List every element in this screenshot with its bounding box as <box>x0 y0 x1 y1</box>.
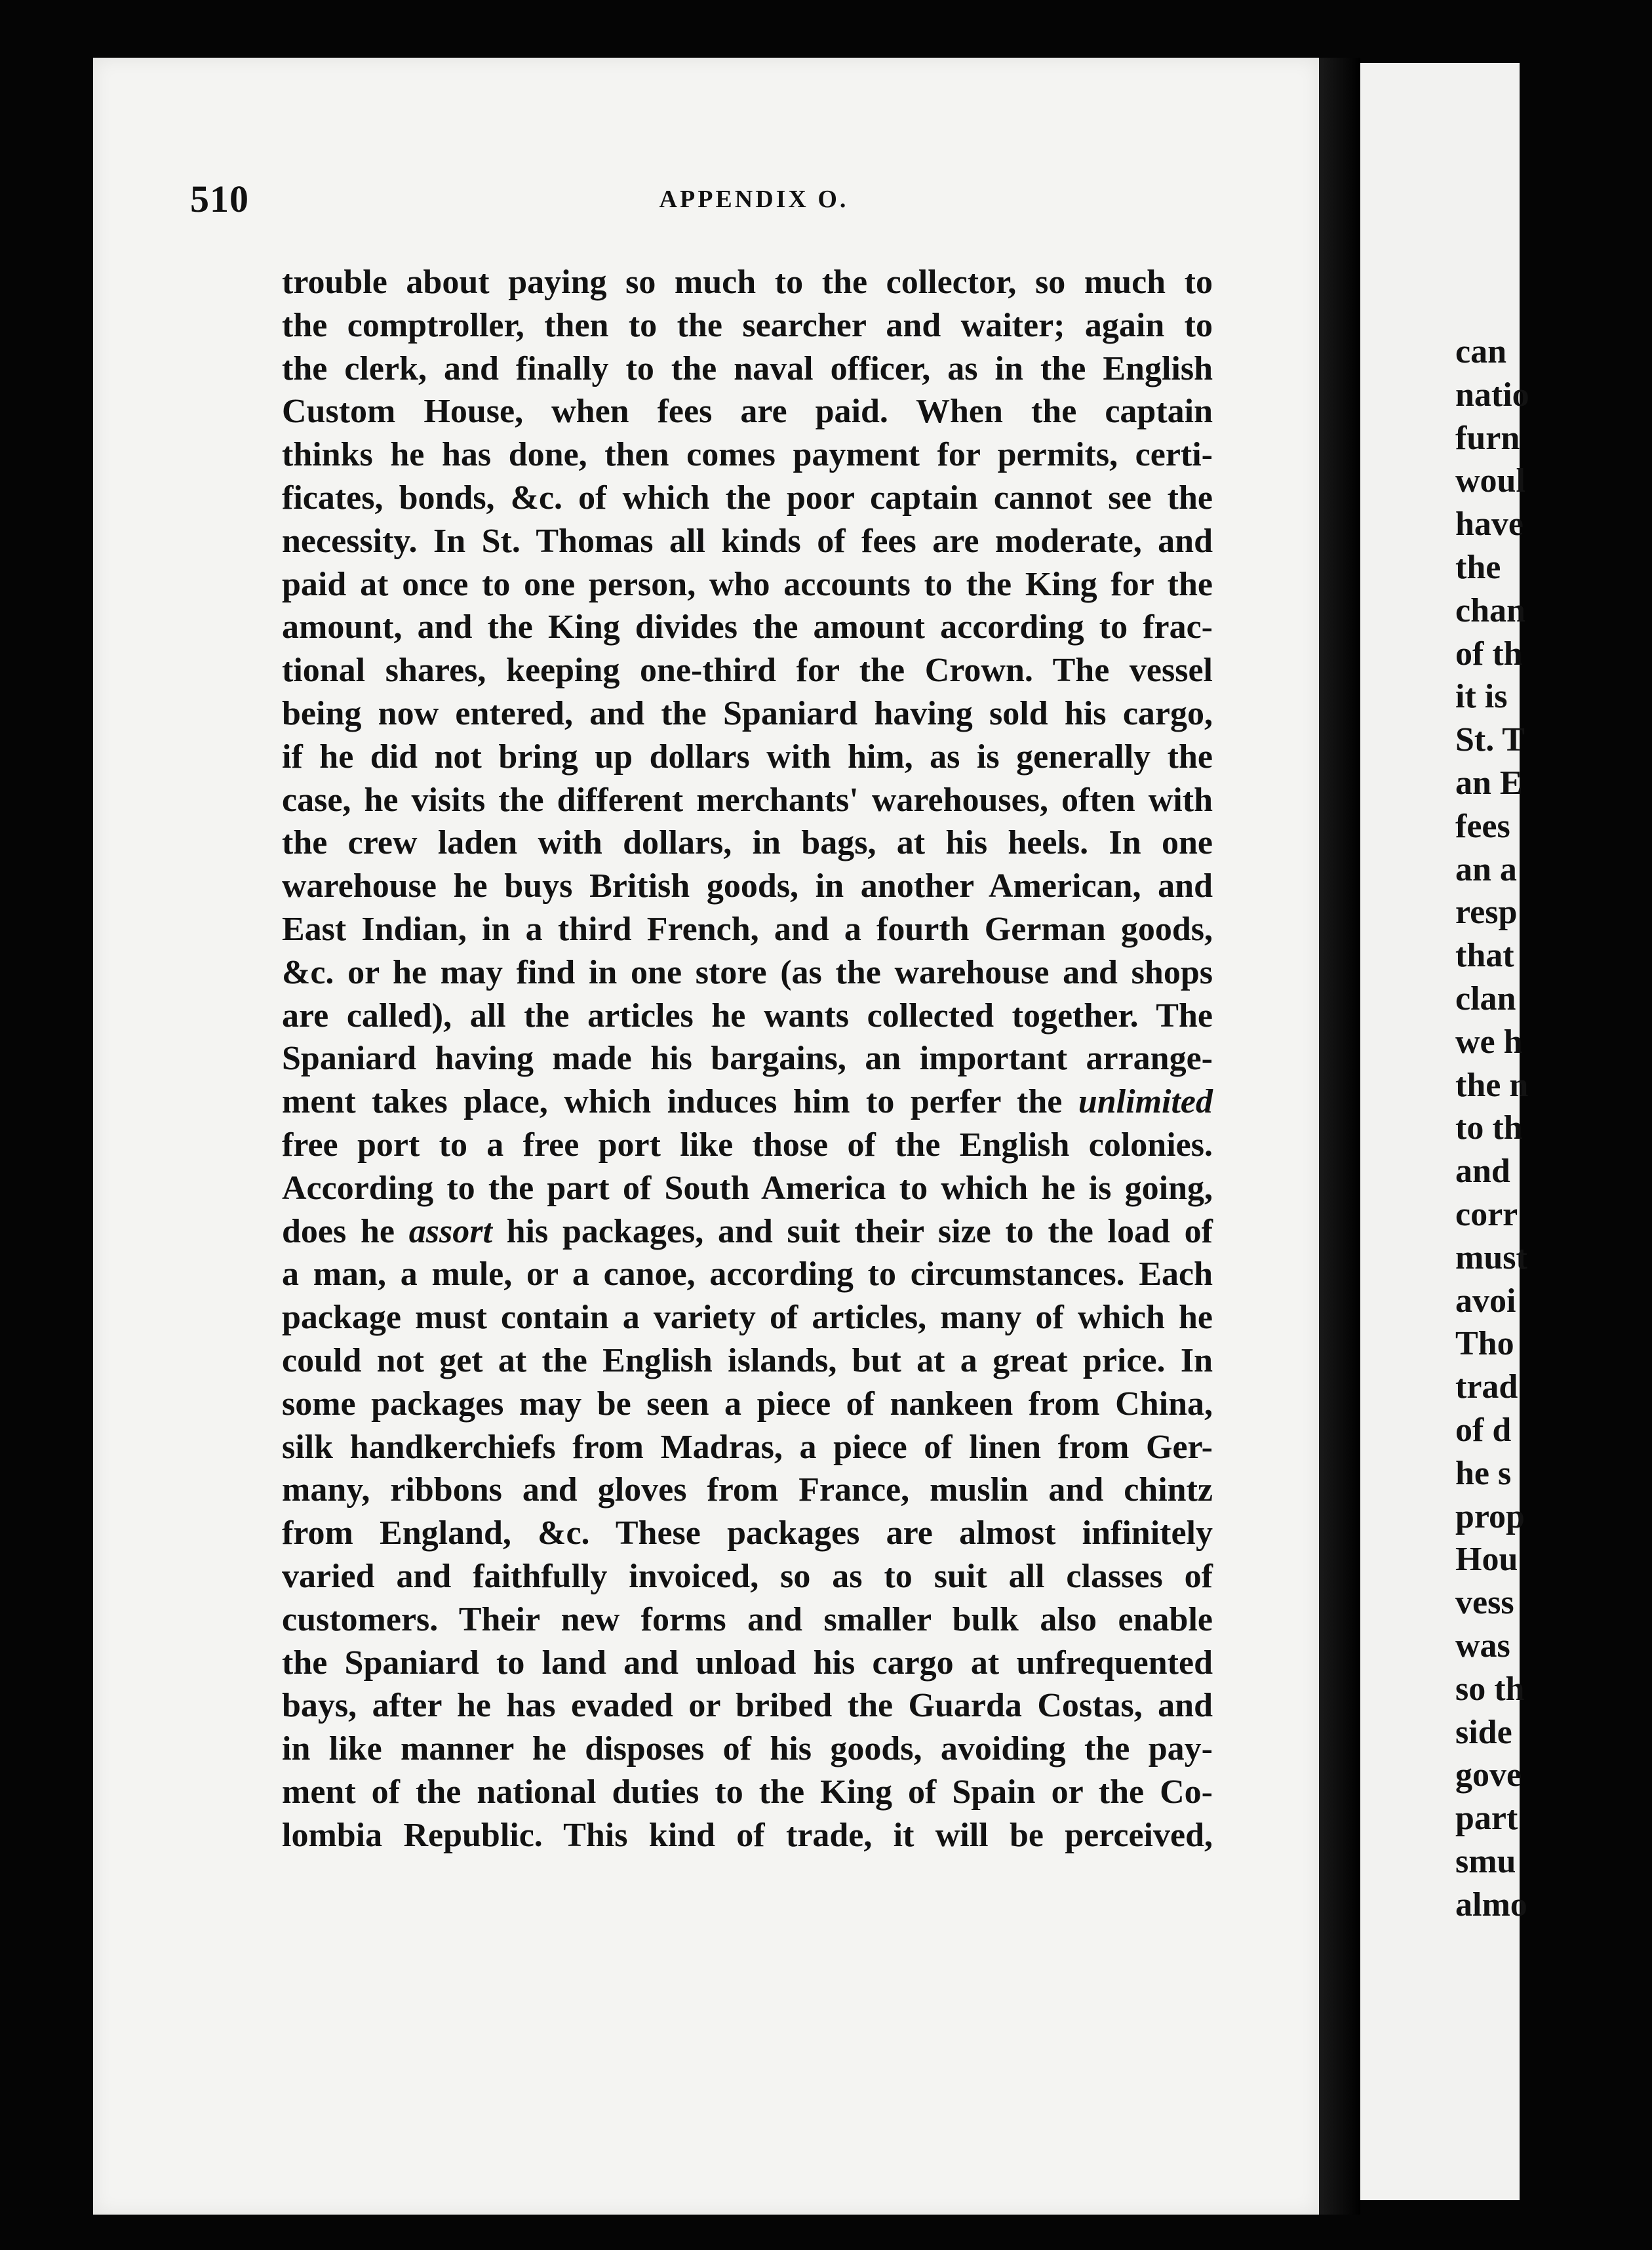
text-line: the clerk, and finally to the naval officer, as in the English <box>282 349 1213 387</box>
facing-page-line: it is <box>1455 678 1508 716</box>
text-line: ment of the national duties to the King of Spain or the Co- <box>282 1773 1213 1811</box>
text-line: ficates, bonds, &c. of which the poor captain cannot see the <box>282 479 1213 517</box>
text-line: ment takes place, which induces him to perfer the unlimited <box>282 1083 1213 1121</box>
text-line: in like manner he disposes of his goods, avoiding the pay- <box>282 1730 1213 1768</box>
facing-page-line: side <box>1455 1713 1512 1751</box>
text-line: the Spaniard to land and unload his cargo at unfrequented <box>282 1644 1213 1682</box>
text-line: if he did not bring up dollars with him, as is generally the <box>282 738 1213 776</box>
facing-page-line: woul <box>1455 462 1525 500</box>
facing-page-line: St. T <box>1455 721 1525 759</box>
text-line: the comptroller, then to the searcher and waiter; again to <box>282 306 1213 344</box>
facing-page-line: avoi <box>1455 1282 1516 1320</box>
facing-page-line: corr <box>1455 1195 1518 1233</box>
facing-page-line: an E <box>1455 764 1523 802</box>
facing-page-line: Hou <box>1455 1541 1518 1579</box>
facing-page-line: he s <box>1455 1454 1512 1492</box>
facing-page-line: chan <box>1455 591 1525 629</box>
facing-page-line: Tho <box>1455 1325 1514 1363</box>
facing-page-line: we h <box>1455 1023 1523 1061</box>
text-line: varied and faithfully invoiced, so as to suit all classes of <box>282 1557 1213 1595</box>
facing-page-line: was <box>1455 1627 1510 1665</box>
text-line: paid at once to one person, who accounts to the King for the <box>282 565 1213 603</box>
facing-page-line: that <box>1455 937 1514 975</box>
text-line: Custom House, when fees are paid. When the captain <box>282 393 1213 431</box>
text-line: customers. Their new forms and smaller bulk also enable <box>282 1600 1213 1638</box>
facing-page-line: vess <box>1455 1584 1514 1622</box>
text-line: Spaniard having made his bargains, an important arrange- <box>282 1040 1213 1078</box>
text-line: thinks he has done, then comes payment for permits, certi- <box>282 436 1213 474</box>
text-line: tional shares, keeping one-third for the Crown. The vessel <box>282 652 1213 690</box>
text-line: warehouse he buys British goods, in another American, and <box>282 867 1213 905</box>
facing-page-line: part <box>1455 1800 1518 1838</box>
text-line: does he assort his packages, and suit their size to the load of <box>282 1212 1213 1250</box>
text-line: trouble about paying so much to the collector, so much to <box>282 264 1213 301</box>
facing-page-text <box>1455 330 1652 1926</box>
text-line: bays, after he has evaded or bribed the Guarda Costas, and <box>282 1687 1213 1725</box>
facing-page-line: furn <box>1455 419 1520 457</box>
text-line: package must contain a variety of articles, many of which he <box>282 1299 1213 1337</box>
facing-page-line: the n <box>1455 1066 1529 1104</box>
text-line: free port to a free port like those of the English colonies. <box>282 1126 1213 1164</box>
facing-page-line: must <box>1455 1238 1527 1276</box>
text-line: According to the part of South America to which he is going, <box>282 1169 1213 1207</box>
running-head: APPENDIX O. <box>659 186 849 213</box>
facing-page-line: prop <box>1455 1497 1525 1535</box>
page-header <box>190 177 1226 229</box>
facing-page-line: and <box>1455 1153 1510 1191</box>
facing-page-line: of d <box>1455 1411 1512 1449</box>
facing-page-line: to th <box>1455 1109 1523 1147</box>
facing-page-line: trad <box>1455 1368 1518 1406</box>
facing-page-line: smu <box>1455 1842 1516 1880</box>
facing-page-line: so th <box>1455 1670 1525 1708</box>
text-line: case, he visits the different merchants' warehouses, often with <box>282 781 1213 819</box>
text-line: could not get at the English islands, but at a great price. In <box>282 1341 1213 1379</box>
page-number: 510 <box>190 178 249 220</box>
text-line: some packages may be seen a piece of nankeen from China, <box>282 1385 1213 1423</box>
text-line: silk handkerchiefs from Madras, a piece of linen from Ger- <box>282 1428 1213 1466</box>
facing-page-line: can <box>1455 333 1506 370</box>
text-line: necessity. In St. Thomas all kinds of fees are moderate, and <box>282 522 1213 560</box>
facing-page-line: resp <box>1455 894 1518 932</box>
text-line: &c. or he may find in one store (as the warehouse and shops <box>282 953 1213 991</box>
facing-page-line: have <box>1455 505 1524 543</box>
text-line: are called), all the articles he wants collected together. The <box>282 997 1213 1035</box>
facing-page-line: clan <box>1455 979 1516 1017</box>
text-line: a man, a mule, or a canoe, according to circumstances. Each <box>282 1255 1213 1293</box>
text-line: many, ribbons and gloves from France, muslin and chintz <box>282 1471 1213 1509</box>
body-text <box>282 261 1213 1857</box>
facing-page-line: natio <box>1455 376 1529 414</box>
text-line: East Indian, in a third French, and a fourth German goods, <box>282 910 1213 948</box>
facing-page-line: fees <box>1455 807 1510 845</box>
book-page-right <box>1360 63 1529 2200</box>
text-line: the crew laden with dollars, in bags, at his heels. In one <box>282 824 1213 862</box>
text-line: from England, &c. These packages are almost infinitely <box>282 1514 1213 1552</box>
text-line: amount, and the King divides the amount according to frac- <box>282 608 1213 646</box>
text-line: being now entered, and the Spaniard having sold his cargo, <box>282 694 1213 732</box>
text-line: lombia Republic. This kind of trade, it will be perceived, <box>282 1816 1213 1854</box>
facing-page-line: of th <box>1455 635 1523 673</box>
facing-page-line: almo <box>1455 1885 1527 1924</box>
facing-page-line: the <box>1455 548 1501 586</box>
facing-page-line: an a <box>1455 850 1517 888</box>
book-gutter <box>1319 58 1360 2215</box>
facing-page-line: gove <box>1455 1756 1522 1794</box>
